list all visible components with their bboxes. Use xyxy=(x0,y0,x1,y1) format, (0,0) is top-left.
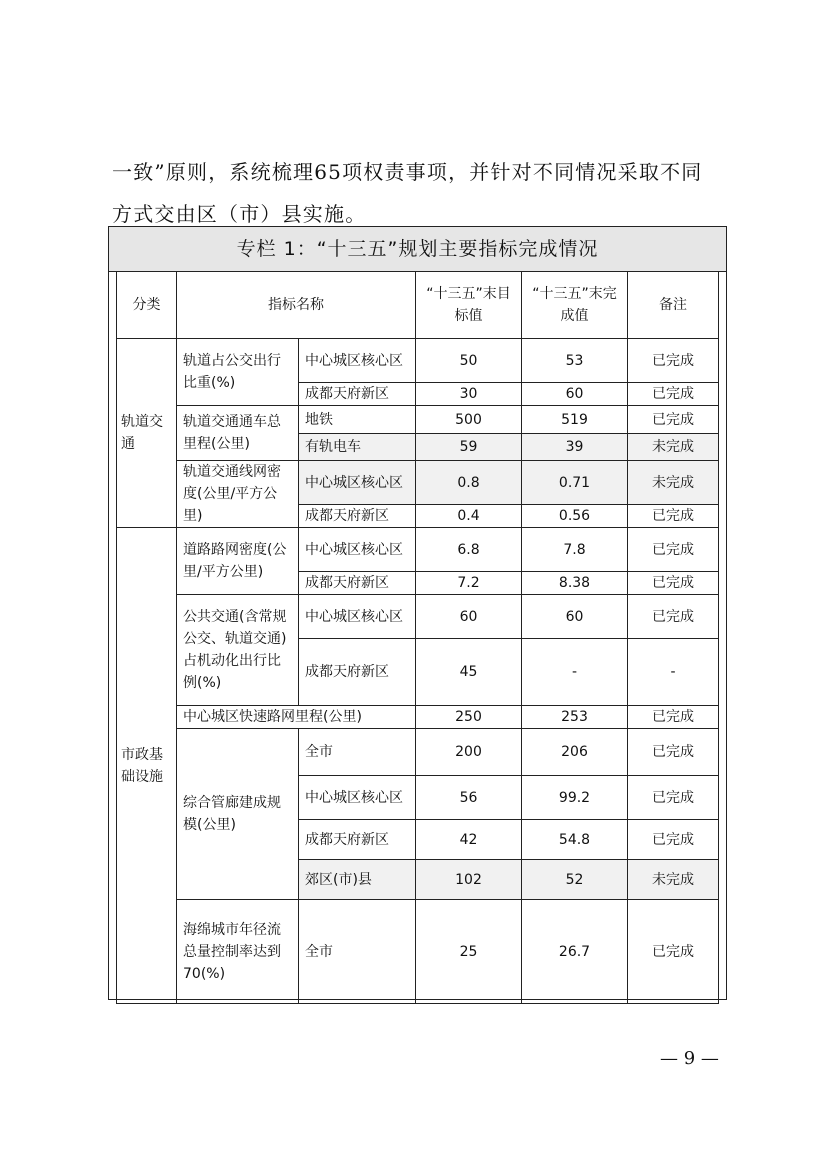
actual-value-cell: 519 xyxy=(522,406,628,434)
actual-value-cell: 39 xyxy=(522,434,628,461)
target-value-cell: 60 xyxy=(416,595,522,639)
header-target: “十三五”末目标值 xyxy=(416,272,522,339)
actual-value-cell: 0.56 xyxy=(522,505,628,528)
sub-indicator-cell: 郊区(市)县 xyxy=(299,860,416,900)
header-indicator: 指标名称 xyxy=(177,272,416,339)
indicator-name-cell: 中心城区快速路网里程(公里) xyxy=(177,706,416,729)
sub-indicator-cell: 中心城区核心区 xyxy=(299,595,416,639)
status-cell: 已完成 xyxy=(628,900,719,1004)
status-cell: 未完成 xyxy=(628,860,719,900)
sub-indicator-cell: 地铁 xyxy=(299,406,416,434)
target-value-cell: 0.4 xyxy=(416,505,522,528)
target-value-cell: 7.2 xyxy=(416,572,522,595)
table-row xyxy=(117,729,719,776)
target-value-cell: 102 xyxy=(416,860,522,900)
indicator-name-cell: 轨道交通通车总里程(公里) xyxy=(177,406,299,461)
table-row xyxy=(117,406,719,434)
target-value-cell: 59 xyxy=(416,434,522,461)
target-value-cell: 56 xyxy=(416,776,522,820)
header-note: 备注 xyxy=(628,272,719,339)
actual-value-cell: 53 xyxy=(522,339,628,383)
status-cell: 已完成 xyxy=(628,820,719,860)
actual-value-cell: 60 xyxy=(522,595,628,639)
indicator-name-cell: 轨道占公交出行比重(%) xyxy=(177,339,299,406)
target-value-cell: 0.8 xyxy=(416,461,522,505)
status-cell: 已完成 xyxy=(628,706,719,729)
header-row xyxy=(117,272,719,339)
header-actual: “十三五”末完成值 xyxy=(522,272,628,339)
status-cell: 未完成 xyxy=(628,461,719,505)
sub-indicator-cell: 成都天府新区 xyxy=(299,572,416,595)
table-row xyxy=(117,595,719,639)
status-cell: 已完成 xyxy=(628,339,719,383)
paragraph-line: 一致”原则，系统梳理65项权责事项，并针对不同情况采取不同 xyxy=(112,160,703,184)
status-cell: 已完成 xyxy=(628,776,719,820)
actual-value-cell: 60 xyxy=(522,383,628,406)
sub-indicator-cell: 全市 xyxy=(299,729,416,776)
target-value-cell: 50 xyxy=(416,339,522,383)
indicator-box xyxy=(108,226,727,1000)
category-cell: 市政基础设施 xyxy=(117,528,177,1004)
status-cell: 已完成 xyxy=(628,406,719,434)
sub-indicator-cell: 中心城区核心区 xyxy=(299,776,416,820)
sub-indicator-cell: 成都天府新区 xyxy=(299,639,416,706)
target-value-cell: 200 xyxy=(416,729,522,776)
actual-value-cell: 99.2 xyxy=(522,776,628,820)
target-value-cell: 25 xyxy=(416,900,522,1004)
status-cell: 已完成 xyxy=(628,505,719,528)
actual-value-cell: 0.71 xyxy=(522,461,628,505)
sub-indicator-cell: 全市 xyxy=(299,900,416,1004)
category-cell: 轨道交通 xyxy=(117,339,177,528)
actual-value-cell: 253 xyxy=(522,706,628,729)
actual-value-cell: 7.8 xyxy=(522,528,628,572)
sub-indicator-cell: 成都天府新区 xyxy=(299,505,416,528)
indicator-name-cell: 公共交通(含常规公交、轨道交通)占机动化出行比例(%) xyxy=(177,595,299,706)
indicator-name-cell: 海绵城市年径流总量控制率达到70(%) xyxy=(177,900,299,1004)
actual-value-cell: 52 xyxy=(522,860,628,900)
indicator-table xyxy=(116,271,719,1004)
target-value-cell: 6.8 xyxy=(416,528,522,572)
sub-indicator-cell: 有轨电车 xyxy=(299,434,416,461)
actual-value-cell: 54.8 xyxy=(522,820,628,860)
actual-value-cell: 206 xyxy=(522,729,628,776)
page-number: — 9 — xyxy=(660,1048,719,1069)
status-cell: 已完成 xyxy=(628,595,719,639)
table-row xyxy=(117,339,719,383)
paragraph-line: 方式交由区（市）县实施。 xyxy=(112,202,367,226)
status-cell: - xyxy=(628,639,719,706)
target-value-cell: 500 xyxy=(416,406,522,434)
target-value-cell: 45 xyxy=(416,639,522,706)
status-cell: 已完成 xyxy=(628,383,719,406)
status-cell: 已完成 xyxy=(628,528,719,572)
table-row xyxy=(117,900,719,1004)
sub-indicator-cell: 中心城区核心区 xyxy=(299,528,416,572)
box-title: 专栏 1：“十三五”规划主要指标完成情况 xyxy=(109,227,726,272)
target-value-cell: 42 xyxy=(416,820,522,860)
sub-indicator-cell: 成都天府新区 xyxy=(299,820,416,860)
sub-indicator-cell: 中心城区核心区 xyxy=(299,339,416,383)
sub-indicator-cell: 成都天府新区 xyxy=(299,383,416,406)
table-row xyxy=(117,461,719,505)
target-value-cell: 30 xyxy=(416,383,522,406)
actual-value-cell: 26.7 xyxy=(522,900,628,1004)
header-category: 分类 xyxy=(117,272,177,339)
indicator-name-cell: 综合管廊建成规模(公里) xyxy=(177,729,299,900)
target-value-cell: 250 xyxy=(416,706,522,729)
table-row xyxy=(117,706,719,729)
table-row xyxy=(117,528,719,572)
actual-value-cell: 8.38 xyxy=(522,572,628,595)
indicator-name-cell: 轨道交通线网密度(公里/平方公里) xyxy=(177,461,299,528)
indicator-name-cell: 道路路网密度(公里/平方公里) xyxy=(177,528,299,595)
status-cell: 已完成 xyxy=(628,729,719,776)
status-cell: 已完成 xyxy=(628,572,719,595)
sub-indicator-cell: 中心城区核心区 xyxy=(299,461,416,505)
status-cell: 未完成 xyxy=(628,434,719,461)
actual-value-cell: - xyxy=(522,639,628,706)
